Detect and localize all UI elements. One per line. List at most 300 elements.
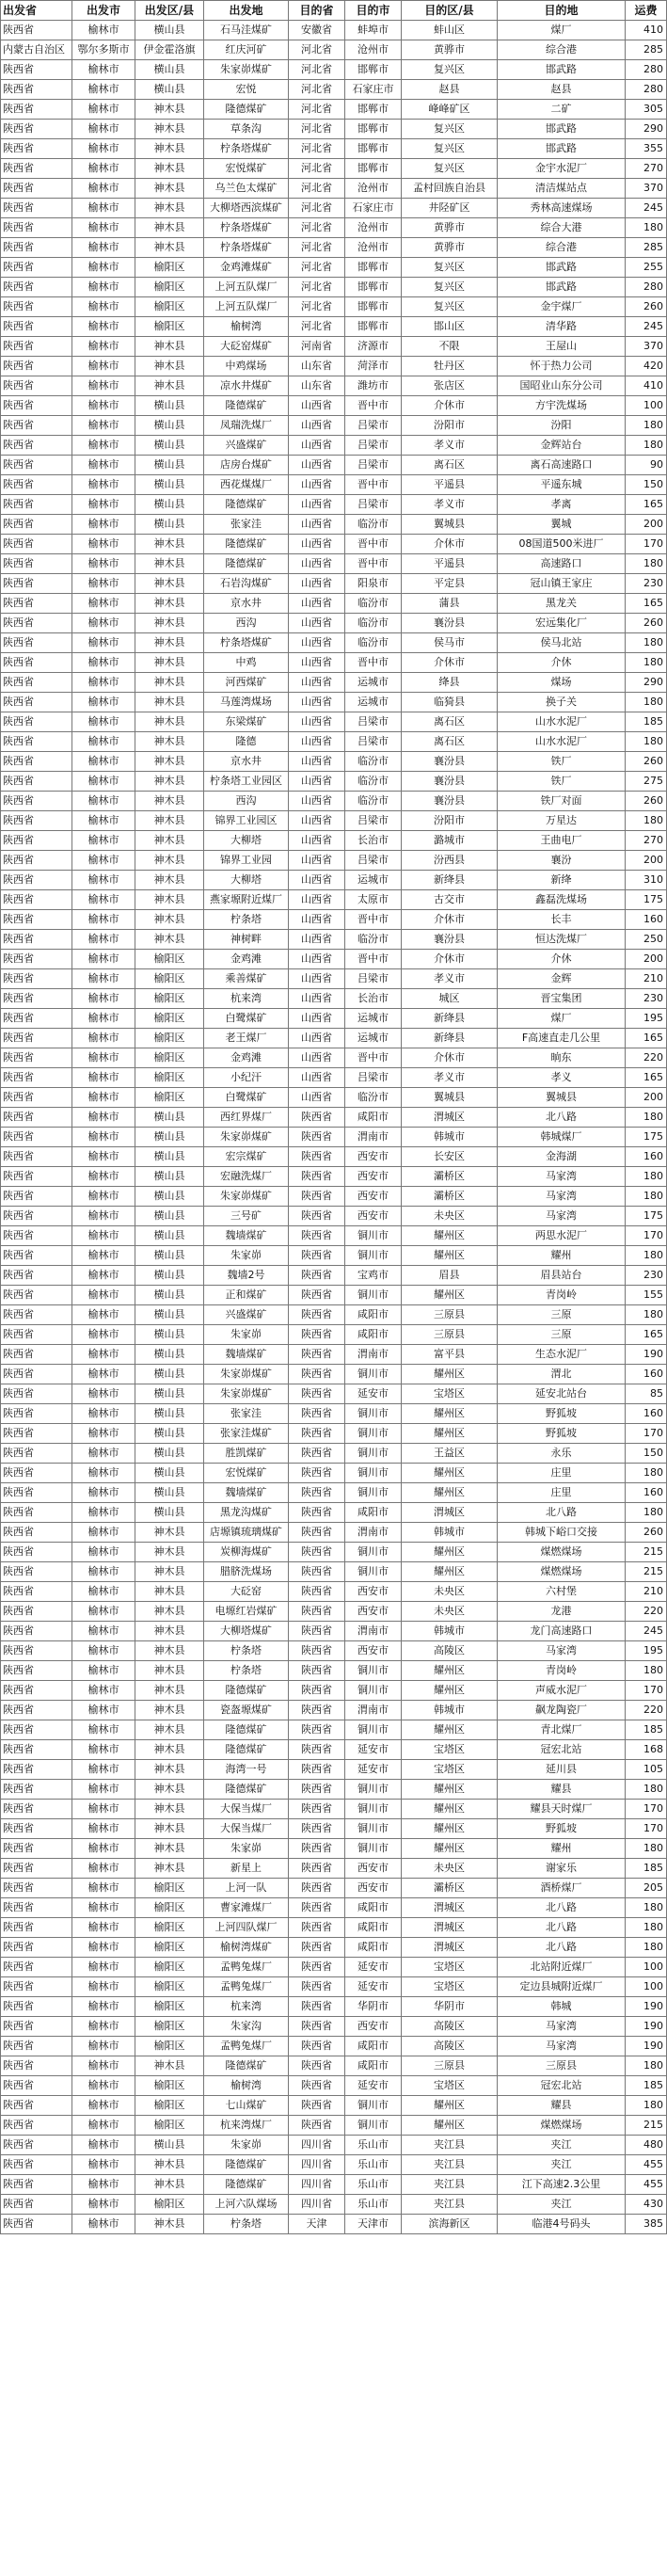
cell-origin-province: 陕西省 (1, 1997, 72, 2017)
cell-dest-city: 渭南市 (345, 1622, 402, 1641)
cell-dest-city: 天津市 (345, 2215, 402, 2234)
cell-origin-city: 榆林市 (72, 1088, 135, 1108)
cell-freight-price: 455 (626, 2175, 667, 2195)
cell-origin-site: 七山煤矿 (204, 2096, 289, 2116)
cell-origin-district: 横山县 (135, 1266, 204, 1286)
table-row (1, 930, 667, 950)
table-row (1, 1819, 667, 1839)
table-row (1, 218, 667, 238)
cell-origin-site: 柠条塔 (204, 1641, 289, 1661)
cell-origin-province: 陕西省 (1, 614, 72, 633)
cell-origin-province: 陕西省 (1, 1266, 72, 1286)
cell-freight-price: 260 (626, 297, 667, 317)
cell-origin-district: 榆阳区 (135, 2017, 204, 2037)
cell-origin-province: 陕西省 (1, 1760, 72, 1780)
cell-dest-site: 邯武路 (498, 278, 626, 297)
table-row (1, 40, 667, 60)
cell-freight-price: 165 (626, 1029, 667, 1048)
cell-origin-district: 横山县 (135, 21, 204, 40)
cell-freight-price: 230 (626, 989, 667, 1009)
cell-dest-city: 沧州市 (345, 179, 402, 199)
cell-dest-city: 临汾市 (345, 772, 402, 792)
cell-origin-city: 榆林市 (72, 594, 135, 614)
cell-dest-city: 运城市 (345, 673, 402, 693)
cell-dest-district: 离石区 (402, 732, 498, 752)
table-row (1, 1681, 667, 1701)
cell-dest-site: 耀县天时煤厂 (498, 1800, 626, 1819)
cell-dest-district: 介休市 (402, 910, 498, 930)
cell-dest-city: 西安市 (345, 1147, 402, 1167)
cell-dest-province: 陕西省 (289, 1543, 345, 1562)
cell-dest-province: 陕西省 (289, 1681, 345, 1701)
cell-origin-city: 榆林市 (72, 1879, 135, 1898)
cell-origin-province: 陕西省 (1, 1424, 72, 1444)
cell-origin-city: 榆林市 (72, 1958, 135, 1977)
cell-dest-province: 山西省 (289, 1048, 345, 1068)
cell-origin-province: 陕西省 (1, 2215, 72, 2234)
cell-dest-site: 韩城煤厂 (498, 1128, 626, 1147)
cell-freight-price: 260 (626, 614, 667, 633)
cell-origin-district: 榆阳区 (135, 317, 204, 337)
cell-freight-price: 280 (626, 60, 667, 80)
cell-dest-site: 谢家乐 (498, 1859, 626, 1879)
cell-dest-district: 临猗县 (402, 693, 498, 712)
table-row (1, 436, 667, 456)
cell-origin-district: 神木县 (135, 633, 204, 653)
cell-origin-city: 榆林市 (72, 2116, 135, 2136)
cell-origin-site: 上河五队煤厂 (204, 297, 289, 317)
cell-dest-city: 咸阳市 (345, 1325, 402, 1345)
cell-origin-site: 凉水井煤矿 (204, 376, 289, 396)
cell-origin-district: 神木县 (135, 1681, 204, 1701)
cell-dest-province: 陕西省 (289, 2116, 345, 2136)
cell-dest-district: 滨海新区 (402, 2215, 498, 2234)
cell-dest-site: 青北煤厂 (498, 1720, 626, 1740)
cell-dest-district: 王益区 (402, 1444, 498, 1464)
cell-origin-city: 榆林市 (72, 1108, 135, 1128)
cell-dest-province: 四川省 (289, 2195, 345, 2215)
cell-dest-site: 夹江 (498, 2155, 626, 2175)
cell-dest-city: 延安市 (345, 1958, 402, 1977)
cell-origin-province: 陕西省 (1, 969, 72, 989)
cell-origin-province: 陕西省 (1, 2017, 72, 2037)
cell-dest-province: 山西省 (289, 673, 345, 693)
cell-origin-city: 榆林市 (72, 1602, 135, 1622)
cell-freight-price: 420 (626, 357, 667, 376)
cell-dest-district: 三原县 (402, 1305, 498, 1325)
cell-origin-province: 陕西省 (1, 1879, 72, 1898)
cell-dest-site: 介休 (498, 950, 626, 969)
cell-dest-district: 灞桥区 (402, 1167, 498, 1187)
cell-dest-province: 四川省 (289, 2136, 345, 2155)
cell-dest-province: 山西省 (289, 732, 345, 752)
cell-dest-city: 临汾市 (345, 614, 402, 633)
table-row (1, 1009, 667, 1029)
cell-origin-site: 榆树湾 (204, 2076, 289, 2096)
cell-dest-city: 咸阳市 (345, 1918, 402, 1938)
cell-freight-price: 195 (626, 1641, 667, 1661)
cell-dest-province: 天津 (289, 2215, 345, 2234)
cell-dest-city: 咸阳市 (345, 1898, 402, 1918)
cell-dest-province: 陕西省 (289, 2076, 345, 2096)
cell-dest-province: 陕西省 (289, 1325, 345, 1345)
cell-origin-district: 神木县 (135, 1819, 204, 1839)
cell-dest-site: 冠宏北站 (498, 2076, 626, 2096)
cell-origin-district: 神木县 (135, 653, 204, 673)
cell-origin-city: 榆林市 (72, 199, 135, 218)
cell-origin-province: 陕西省 (1, 317, 72, 337)
cell-origin-province: 陕西省 (1, 1444, 72, 1464)
cell-freight-price: 160 (626, 910, 667, 930)
cell-origin-district: 神木县 (135, 2155, 204, 2175)
cell-origin-site: 大柳塔 (204, 831, 289, 851)
cell-origin-site: 上河四队煤厂 (204, 1918, 289, 1938)
table-row (1, 2155, 667, 2175)
cell-dest-site: 金辉站台 (498, 436, 626, 456)
cell-dest-city: 咸阳市 (345, 1305, 402, 1325)
cell-origin-province: 陕西省 (1, 1958, 72, 1977)
cell-dest-city: 铜川市 (345, 1404, 402, 1424)
cell-origin-city: 榆林市 (72, 1128, 135, 1147)
cell-dest-site: 平遥东城 (498, 475, 626, 495)
cell-origin-district: 神木县 (135, 1780, 204, 1800)
table-row (1, 1147, 667, 1167)
table-row (1, 1305, 667, 1325)
cell-freight-price: 370 (626, 179, 667, 199)
cell-freight-price: 220 (626, 1602, 667, 1622)
cell-origin-district: 神木县 (135, 693, 204, 712)
cell-dest-site: 龙门高速路口 (498, 1622, 626, 1641)
cell-dest-city: 宝鸡市 (345, 1266, 402, 1286)
cell-origin-site: 大柳塔西滨煤矿 (204, 199, 289, 218)
cell-dest-city: 铜川市 (345, 1819, 402, 1839)
cell-origin-site: 孟鸭兔煤厂 (204, 1958, 289, 1977)
cell-dest-site: 金辉 (498, 969, 626, 989)
table-row (1, 2056, 667, 2076)
table-row (1, 1859, 667, 1879)
cell-dest-city: 铜川市 (345, 2096, 402, 2116)
cell-origin-province: 陕西省 (1, 1246, 72, 1266)
cell-origin-province: 陕西省 (1, 218, 72, 238)
cell-dest-district: 侯马市 (402, 633, 498, 653)
cell-dest-city: 咸阳市 (345, 2056, 402, 2076)
cell-dest-site: 生态水泥厂 (498, 1345, 626, 1365)
cell-dest-site: 庄里 (498, 1464, 626, 1483)
cell-dest-district: 孝义市 (402, 495, 498, 515)
cell-dest-district: 高陵区 (402, 1641, 498, 1661)
cell-dest-site: 金宇水泥厂 (498, 159, 626, 179)
cell-origin-province: 陕西省 (1, 1523, 72, 1543)
cell-dest-city: 沧州市 (345, 238, 402, 258)
cell-dest-province: 陕西省 (289, 1207, 345, 1226)
cell-dest-city: 潍坊市 (345, 376, 402, 396)
cell-dest-site: 翼城县 (498, 1088, 626, 1108)
cell-origin-city: 榆林市 (72, 811, 135, 831)
cell-origin-province: 陕西省 (1, 1780, 72, 1800)
table-row (1, 100, 667, 120)
cell-origin-district: 榆阳区 (135, 989, 204, 1009)
cell-origin-district: 榆阳区 (135, 2096, 204, 2116)
cell-origin-district: 神木县 (135, 614, 204, 633)
cell-freight-price: 180 (626, 218, 667, 238)
cell-dest-site: 煤燃煤场 (498, 2116, 626, 2136)
cell-dest-district: 渭城区 (402, 1918, 498, 1938)
cell-origin-site: 孟鸭兔煤厂 (204, 1977, 289, 1997)
table-row (1, 1384, 667, 1404)
cell-origin-province: 陕西省 (1, 732, 72, 752)
cell-dest-district: 黄骅市 (402, 218, 498, 238)
cell-origin-district: 神木县 (135, 1582, 204, 1602)
cell-dest-district: 渭城区 (402, 1503, 498, 1523)
cell-origin-province: 陕西省 (1, 416, 72, 436)
cell-dest-city: 晋中市 (345, 535, 402, 554)
cell-origin-city: 榆林市 (72, 732, 135, 752)
table-row (1, 910, 667, 930)
cell-origin-province: 陕西省 (1, 1048, 72, 1068)
cell-dest-site: 怀于热力公司 (498, 357, 626, 376)
cell-dest-city: 铜川市 (345, 1444, 402, 1464)
cell-origin-province: 陕西省 (1, 456, 72, 475)
cell-dest-site: 孝离 (498, 495, 626, 515)
cell-dest-city: 铜川市 (345, 1681, 402, 1701)
table-row (1, 495, 667, 515)
cell-origin-district: 榆阳区 (135, 297, 204, 317)
cell-origin-province: 陕西省 (1, 1286, 72, 1305)
cell-dest-site: 马家湾 (498, 1207, 626, 1226)
cell-origin-city: 榆林市 (72, 1384, 135, 1404)
cell-origin-city: 榆林市 (72, 456, 135, 475)
cell-dest-district: 耀州区 (402, 1246, 498, 1266)
cell-origin-district: 神木县 (135, 218, 204, 238)
cell-origin-site: 凤瑞洗煤厂 (204, 416, 289, 436)
table-row (1, 871, 667, 890)
table-row (1, 2215, 667, 2234)
cell-dest-city: 运城市 (345, 1009, 402, 1029)
cell-origin-site: 草条沟 (204, 120, 289, 139)
cell-dest-district: 宝塔区 (402, 1740, 498, 1760)
table-row (1, 2096, 667, 2116)
cell-origin-city: 榆林市 (72, 989, 135, 1009)
cell-freight-price: 90 (626, 456, 667, 475)
cell-origin-district: 神木县 (135, 792, 204, 811)
cell-dest-province: 陕西省 (289, 1879, 345, 1898)
cell-origin-site: 隆德煤矿 (204, 2155, 289, 2175)
cell-dest-district: 蒲县 (402, 594, 498, 614)
cell-origin-province: 陕西省 (1, 1187, 72, 1207)
cell-dest-site: 汾阳 (498, 416, 626, 436)
cell-dest-province: 山西省 (289, 554, 345, 574)
cell-dest-province: 河南省 (289, 337, 345, 357)
cell-dest-city: 吕梁市 (345, 1068, 402, 1088)
cell-dest-district: 宝塔区 (402, 2076, 498, 2096)
table-row (1, 2017, 667, 2037)
cell-origin-site: 小纪汗 (204, 1068, 289, 1088)
cell-dest-site: 赵县 (498, 80, 626, 100)
cell-origin-site: 大保当煤厂 (204, 1800, 289, 1819)
cell-dest-city: 邯郸市 (345, 278, 402, 297)
cell-dest-site: 马家湾 (498, 1187, 626, 1207)
cell-origin-province: 陕西省 (1, 1088, 72, 1108)
cell-origin-district: 榆阳区 (135, 1068, 204, 1088)
cell-origin-city: 榆林市 (72, 1246, 135, 1266)
cell-freight-price: 430 (626, 2195, 667, 2215)
cell-dest-province: 山西省 (289, 515, 345, 535)
cell-dest-site: 黑龙关 (498, 594, 626, 614)
cell-dest-province: 山西省 (289, 712, 345, 732)
table-row (1, 1404, 667, 1424)
cell-dest-site: 襄汾 (498, 851, 626, 871)
cell-origin-province: 陕西省 (1, 1009, 72, 1029)
cell-dest-district: 襄汾县 (402, 752, 498, 772)
cell-origin-district: 榆阳区 (135, 1977, 204, 1997)
cell-freight-price: 385 (626, 2215, 667, 2234)
cell-origin-district: 榆阳区 (135, 1029, 204, 1048)
cell-origin-district: 横山县 (135, 1286, 204, 1305)
cell-origin-district: 神木县 (135, 535, 204, 554)
cell-dest-district: 介休市 (402, 535, 498, 554)
cell-origin-site: 魏墙煤矿 (204, 1483, 289, 1503)
cell-origin-district: 横山县 (135, 1444, 204, 1464)
cell-origin-province: 陕西省 (1, 1167, 72, 1187)
cell-origin-city: 榆林市 (72, 278, 135, 297)
cell-origin-district: 横山县 (135, 1108, 204, 1128)
cell-origin-site: 大柳塔煤矿 (204, 1622, 289, 1641)
cell-origin-city: 榆林市 (72, 910, 135, 930)
cell-origin-district: 横山县 (135, 456, 204, 475)
cell-origin-site: 曹家滩煤厂 (204, 1898, 289, 1918)
cell-dest-site: 北站附近煤厂 (498, 1958, 626, 1977)
cell-freight-price: 180 (626, 1464, 667, 1483)
cell-freight-price: 285 (626, 40, 667, 60)
cell-dest-district: 汾阳市 (402, 811, 498, 831)
cell-dest-city: 渭南市 (345, 1128, 402, 1147)
cell-dest-district: 宝塔区 (402, 1760, 498, 1780)
cell-dest-province: 陕西省 (289, 1187, 345, 1207)
cell-origin-district: 榆阳区 (135, 950, 204, 969)
cell-dest-province: 陕西省 (289, 1760, 345, 1780)
cell-origin-site: 隆德煤矿 (204, 1780, 289, 1800)
cell-origin-site: 中鸡 (204, 653, 289, 673)
cell-dest-site: 冠宏北站 (498, 1740, 626, 1760)
cell-dest-province: 山西省 (289, 930, 345, 950)
cell-dest-district: 耀州区 (402, 1839, 498, 1859)
cell-dest-province: 山西省 (289, 792, 345, 811)
cell-origin-province: 陕西省 (1, 495, 72, 515)
cell-origin-province: 陕西省 (1, 772, 72, 792)
cell-origin-province: 陕西省 (1, 2056, 72, 2076)
cell-origin-city: 榆林市 (72, 1582, 135, 1602)
cell-origin-province: 陕西省 (1, 1898, 72, 1918)
cell-freight-price: 190 (626, 1345, 667, 1365)
table-row (1, 1958, 667, 1977)
cell-freight-price: 410 (626, 21, 667, 40)
cell-origin-city: 榆林市 (72, 1483, 135, 1503)
cell-dest-district: 耀州区 (402, 1483, 498, 1503)
cell-dest-site: 北八路 (498, 1938, 626, 1958)
cell-origin-district: 神木县 (135, 120, 204, 139)
cell-dest-site: 铁厂 (498, 772, 626, 792)
cell-origin-site: 朱家峁 (204, 1839, 289, 1859)
cell-dest-province: 陕西省 (289, 1305, 345, 1325)
cell-dest-city: 渭南市 (345, 1523, 402, 1543)
cell-dest-city: 太原市 (345, 890, 402, 910)
cell-dest-site: 庄里 (498, 1483, 626, 1503)
cell-origin-city: 榆林市 (72, 1543, 135, 1562)
cell-origin-district: 神木县 (135, 910, 204, 930)
cell-dest-district: 介休市 (402, 1048, 498, 1068)
cell-origin-province: 陕西省 (1, 337, 72, 357)
cell-origin-site: 张家洼 (204, 515, 289, 535)
cell-dest-city: 乐山市 (345, 2155, 402, 2175)
cell-freight-price: 185 (626, 1859, 667, 1879)
cell-dest-site: 延安北站台 (498, 1384, 626, 1404)
cell-origin-site: 隆德煤矿 (204, 396, 289, 416)
cell-freight-price: 275 (626, 772, 667, 792)
cell-origin-province: 陕西省 (1, 1938, 72, 1958)
cell-origin-site: 京水井 (204, 594, 289, 614)
cell-dest-city: 延安市 (345, 1384, 402, 1404)
cell-origin-district: 横山县 (135, 1345, 204, 1365)
table-row (1, 1740, 667, 1760)
cell-origin-city: 榆林市 (72, 1048, 135, 1068)
cell-origin-city: 榆林市 (72, 396, 135, 416)
cell-dest-site: 晌东 (498, 1048, 626, 1068)
table-row (1, 1444, 667, 1464)
cell-dest-city: 晋中市 (345, 396, 402, 416)
cell-dest-site: 煤厂 (498, 1009, 626, 1029)
cell-dest-site: 山水水泥厂 (498, 712, 626, 732)
cell-dest-city: 铜川市 (345, 2116, 402, 2136)
table-row (1, 416, 667, 436)
cell-origin-city: 榆林市 (72, 179, 135, 199)
cell-dest-district: 黄骅市 (402, 238, 498, 258)
cell-dest-city: 延安市 (345, 2076, 402, 2096)
cell-dest-site: 清华路 (498, 317, 626, 337)
cell-dest-city: 吕梁市 (345, 811, 402, 831)
cell-freight-price: 260 (626, 1523, 667, 1543)
cell-origin-site: 神树畔 (204, 930, 289, 950)
cell-origin-province: 陕西省 (1, 1562, 72, 1582)
cell-dest-site: 煤厂 (498, 21, 626, 40)
cell-origin-site: 杭来湾 (204, 1997, 289, 2017)
cell-origin-city: 榆林市 (72, 890, 135, 910)
cell-dest-district: 孝义市 (402, 436, 498, 456)
cell-dest-city: 铜川市 (345, 1226, 402, 1246)
cell-origin-site: 孟鸭兔煤厂 (204, 2037, 289, 2056)
cell-origin-district: 神木县 (135, 831, 204, 851)
cell-origin-site: 宏悦 (204, 80, 289, 100)
cell-dest-province: 陕西省 (289, 1503, 345, 1523)
cell-dest-district: 汾阳市 (402, 416, 498, 436)
cell-dest-city: 吕梁市 (345, 732, 402, 752)
cell-origin-city: 榆林市 (72, 436, 135, 456)
cell-dest-site: 换子关 (498, 693, 626, 712)
cell-origin-district: 神木县 (135, 1701, 204, 1720)
cell-freight-price: 190 (626, 2037, 667, 2056)
cell-origin-site: 隆德煤矿 (204, 554, 289, 574)
table-row (1, 1839, 667, 1859)
cell-dest-city: 运城市 (345, 871, 402, 890)
cell-origin-city: 榆林市 (72, 1800, 135, 1819)
column-header-dest-province: 目的省 (289, 1, 345, 21)
cell-origin-province: 陕西省 (1, 1503, 72, 1523)
cell-origin-district: 神木县 (135, 1602, 204, 1622)
cell-origin-province: 陕西省 (1, 1384, 72, 1404)
cell-dest-site: 两思水泥厂 (498, 1226, 626, 1246)
cell-dest-district: 未央区 (402, 1859, 498, 1879)
cell-origin-site: 杭来湾煤厂 (204, 2116, 289, 2136)
table-row (1, 258, 667, 278)
